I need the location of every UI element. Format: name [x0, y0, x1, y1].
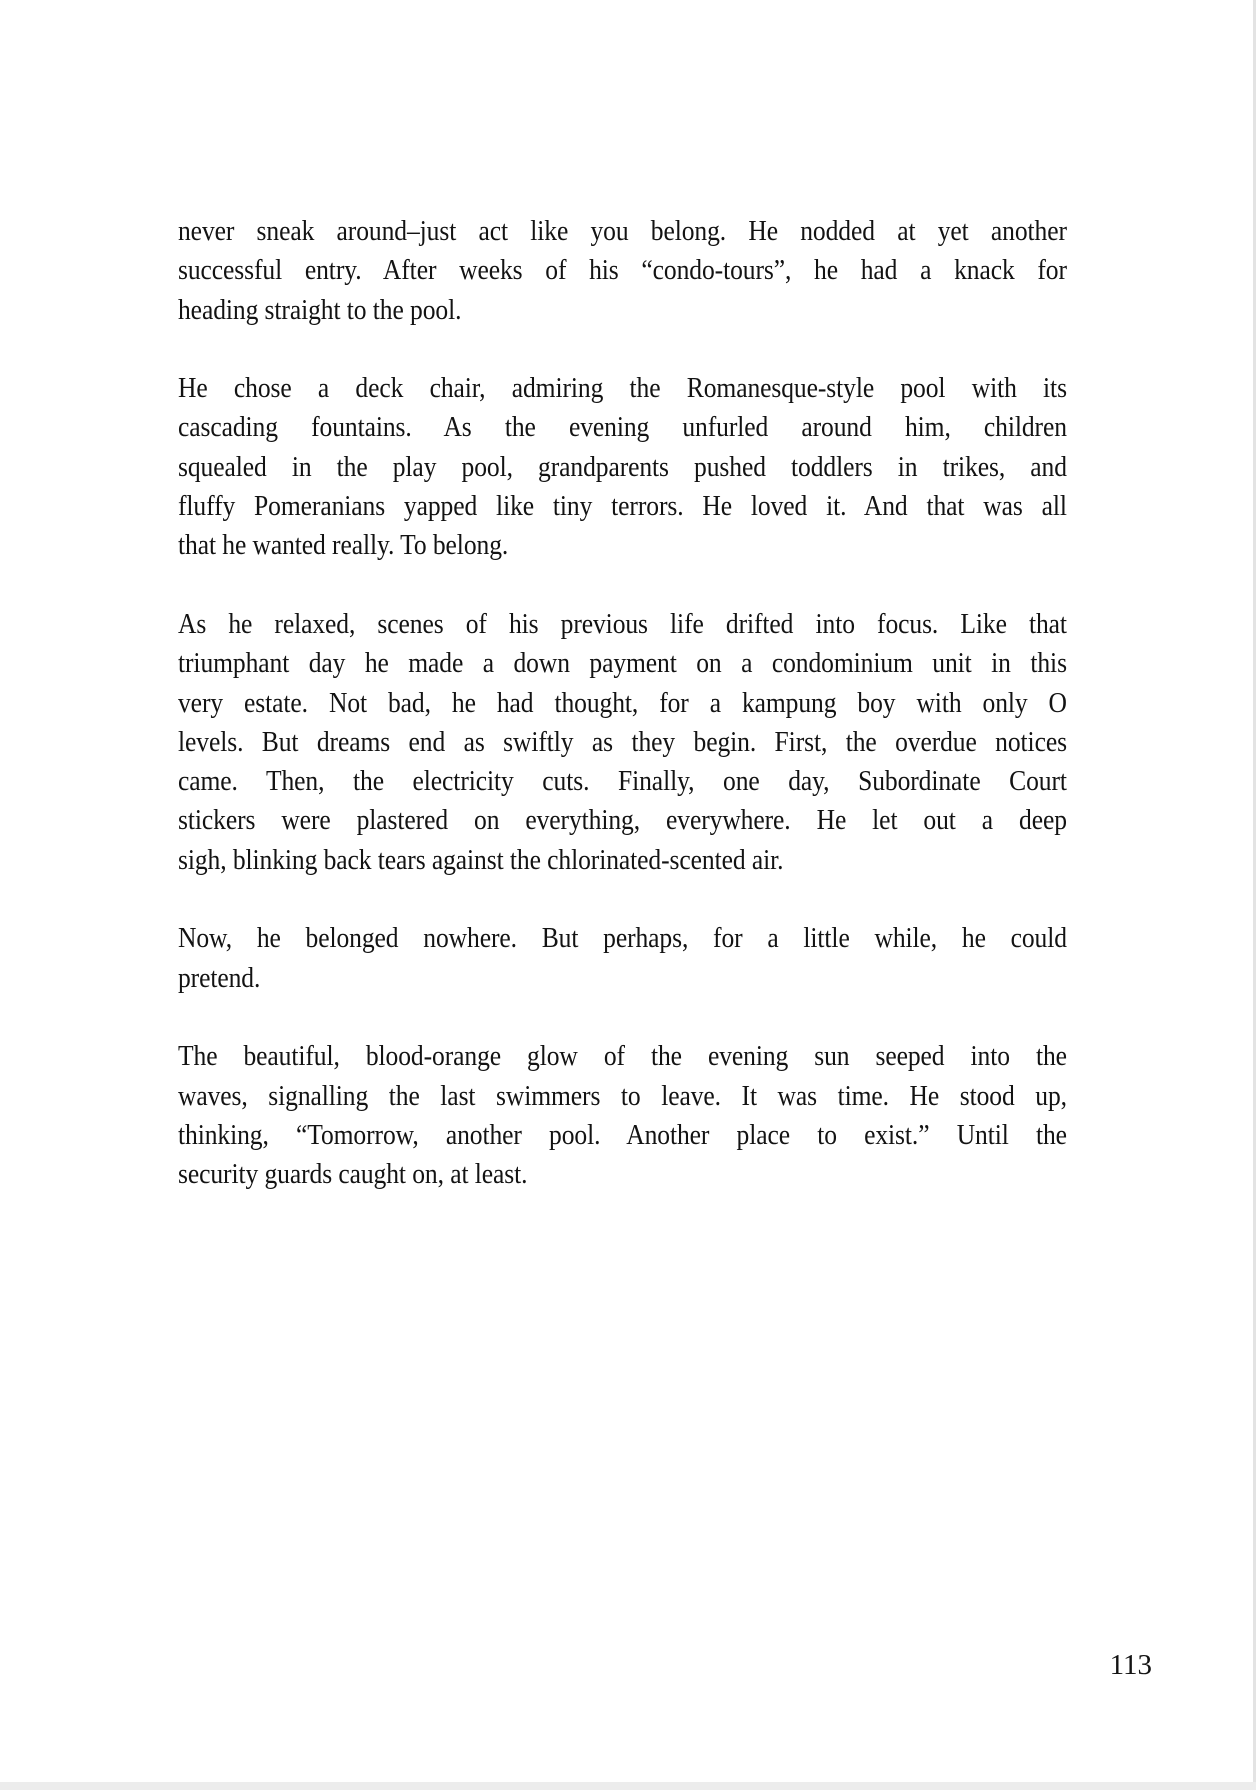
text-line: stickers were plastered on everything, everywhere. He let out a deep [178, 804, 1067, 837]
text-line: waves, signalling the last swimmers to leave. It was time. He stood up, [178, 1079, 1067, 1112]
paragraph [178, 1037, 1067, 1194]
paragraph [178, 919, 1067, 998]
text-line: thinking, “Tomorrow, another pool. Another place to exist.” Until the [178, 1118, 1067, 1151]
text-line: fluffy Pomeranians yapped like tiny terrors. He loved it. And that was all [178, 490, 1067, 523]
text-line: triumphant day he made a down payment on a condominium unit in this [178, 647, 1067, 680]
paragraph [178, 605, 1067, 880]
text-line: never sneak around–just act like you belong. He nodded at yet another [178, 215, 1067, 247]
text-line: The beautiful, blood-orange glow of the evening sun seeped into the [178, 1040, 1067, 1073]
page-bottom-edge-bar [0, 1782, 1256, 1790]
text-line: He chose a deck chair, admiring the Romanesque-style pool with its [178, 372, 1067, 405]
text-line: security guards caught on, at least. [178, 1158, 528, 1191]
text-line: pretend. [178, 961, 261, 994]
text-line: levels. But dreams end as swiftly as they begin. First, the overdue notices [178, 725, 1067, 758]
text-line: Now, he belonged nowhere. But perhaps, for a little while, he could [178, 922, 1067, 955]
text-line: heading straight to the pool. [178, 293, 462, 326]
text-line: very estate. Not bad, he had thought, for a kampung boy with only O [178, 686, 1067, 719]
text-line: sigh, blinking back tears against the chlorinated-scented air. [178, 843, 784, 876]
page-text [178, 212, 1067, 1234]
paragraph [178, 369, 1067, 565]
page-number: 113 [1109, 1649, 1152, 1681]
paragraph [178, 212, 1067, 330]
text-line: squealed in the play pool, grandparents pushed toddlers in trikes, and [178, 450, 1067, 483]
text-line: that he wanted really. To belong. [178, 529, 509, 562]
text-line: As he relaxed, scenes of his previous life drifted into focus. Like that [178, 607, 1067, 640]
text-line: successful entry. After weeks of his “condo-tours”, he had a knack for [178, 254, 1067, 287]
text-line: came. Then, the electricity cuts. Finally, one day, Subordinate Court [178, 765, 1067, 798]
text-line: cascading fountains. As the evening unfurled around him, children [178, 411, 1067, 444]
